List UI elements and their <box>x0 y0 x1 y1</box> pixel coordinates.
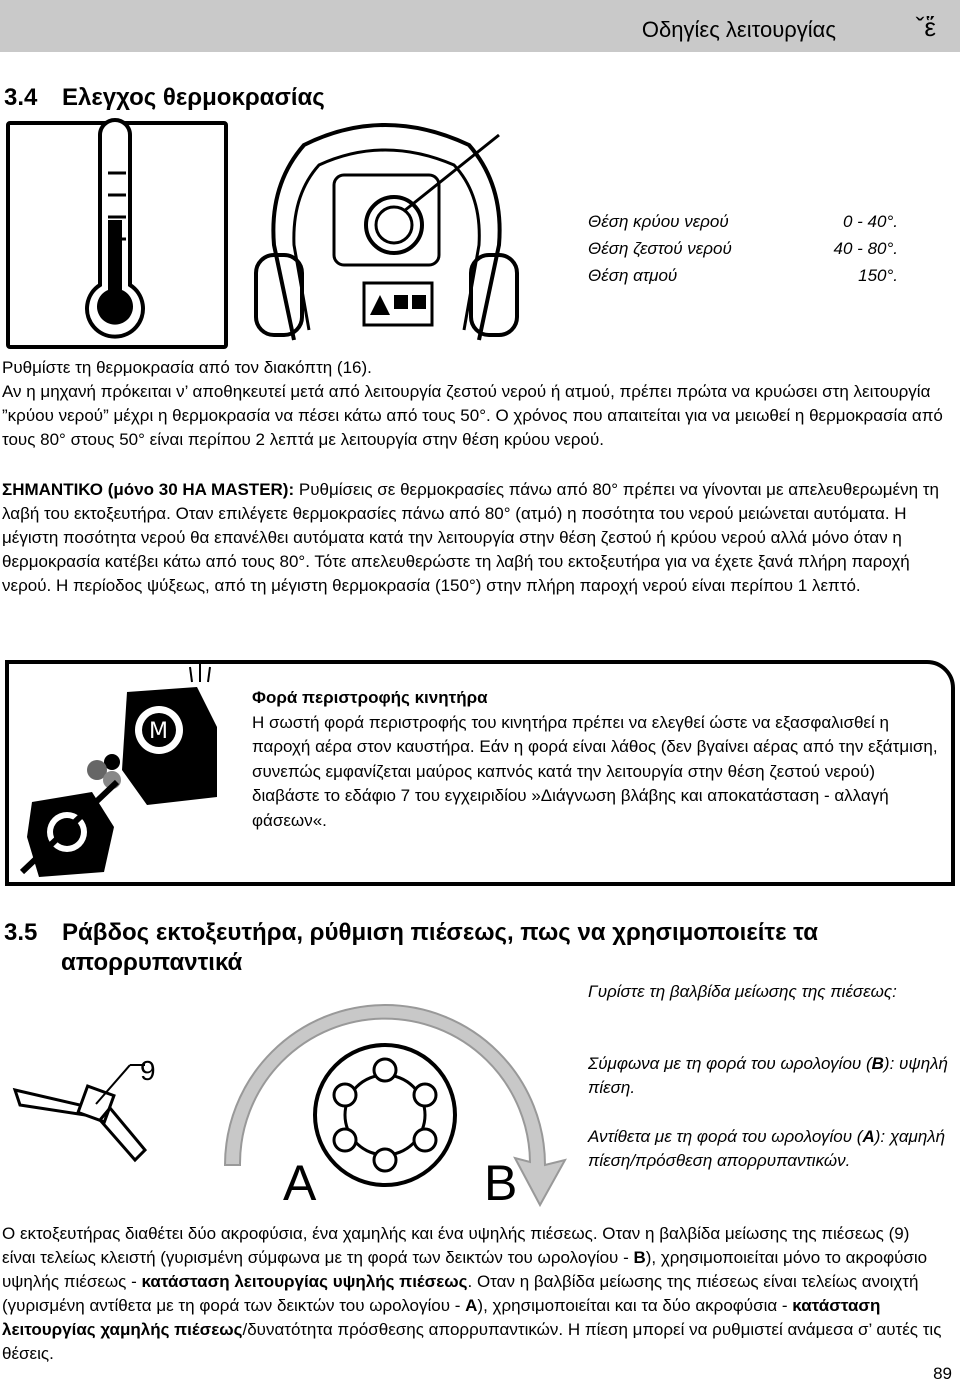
header-title: Οδηγίες λειτουργίας <box>641 17 836 42</box>
side-intro: Γυρίστε τη βαλβίδα μείωσης της πιέσεως: <box>588 982 897 1001</box>
rotation-body: Η σωστή φορά περιστροφής του κινητήρα πρέπει να ελεγθεί ώστε να εξασφαλισθεί η παροχή αέρα στον καυστήρα. Εάν η φορά είναι λάθος (δεν βγαίνει αέρας από την εξάτμιση, συνεπώς εμφανίζεται μαύρος καπνός κατά την λειτουργία στην θέση ζεστού νερού) διαβάστε το εδάφιο 7 του εγχειριδίου »Διάγνωση βλάβης και αποκατάσταση - αλλαγή φάσεων«. <box>252 712 938 830</box>
section-34-number: 3.4 <box>4 84 38 111</box>
section-35-title-1: Ράβδος εκτοξευτήρα, ρύθμιση πιέσεως, πως να χρησιμοποιείτε τα <box>62 919 818 946</box>
temp-row-steam: Θέση ατμού 150°. <box>588 266 898 285</box>
temperature-table <box>588 208 898 289</box>
section-35-heading <box>4 918 818 978</box>
important-text: Ρυθμίσεις σε θερμοκρασίες πάνω από 80° πρέπει να γίνονται με απελευθερωμένη τη λαβή του εκτοξευτήρα. Οταν επιλέγετε θερμοκρασίες πάνω από 80° (ατμό) η ποσότητα του νερού μειώνεται αυτόματα. Η μέγιστη ποσότητα νερού θα επανέλθει αυτόματα κατά την λειτουργία στην θέση ζεστού ή κρύου νερού αλλά μόνο όταν η θερμοκρασία κατέβει κάτω από τους 80°. Τότε απελευθερώστε τη λαβή του εκτοξευτήρα για να έχετε ξανά πλήρη παροχή νερού. Η περίοδος ψύξεως, από τη μέγιστη θερμοκρασία (150°) στην πλήρη παροχή νερού είναι περίπου 1 λεπτό. <box>2 480 939 595</box>
paragraph-cooling: Αν η μηχανή πρόκειται ν’ αποθηκευτεί μετά από λειτουργία ζεστού νερού ή ατμού, πρέπει πρώτα να κρυώσει στη λειτουργία ”κρύου νερού” μέχρι η θερμοκρασία να πέσει κάτω από τους 50°. Ο χρόνος που απαιτείται για να μειωθεί η θερμοκρασία από τους 80° στους 50° είναι περίπου 2 λεπτά με λειτουργία στην θέση κρύου νερού. <box>2 382 943 449</box>
thermometer-illustration <box>0 115 230 355</box>
section-34-heading <box>4 84 325 112</box>
machine-front-illustration <box>254 115 519 350</box>
paragraph-set-temperature: Ρυθμίστε τη θερμοκρασία από τον διακόπτη (16). <box>2 358 372 377</box>
side-clockwise: Σύμφωνα με τη φορά του ωρολογίου (B): υψηλή πίεση. <box>588 1054 948 1097</box>
callout-9: 9 <box>140 1055 156 1086</box>
section-34-title: Ελεγχος θερμοκρασίας <box>62 84 325 111</box>
page-header <box>0 0 960 52</box>
rotation-title: Φορά περιστροφής κινητήρα <box>252 688 488 707</box>
svg-text:M: M <box>149 719 168 744</box>
paragraph-important <box>2 478 957 598</box>
pressure-valve-illustration <box>0 1000 575 1215</box>
section-35-number: 3.5 <box>4 919 38 946</box>
motor-rotation-illustration <box>22 672 242 872</box>
header-mark: ˇἕ <box>915 12 936 42</box>
side-counterclockwise: Αντίθετα με τη φορά του ωρολογίου (A): χαμηλή πίεση/πρόσθεση απορρυπαντικών. <box>588 1127 946 1170</box>
section-35-title-2: απορρυπαντικά <box>61 949 243 976</box>
important-label: ΣΗΜΑΝΤΙΚΟ (μόνο 30 HA MASTER): <box>2 480 295 499</box>
rotation-text-block <box>252 686 942 833</box>
page-number: 89 <box>933 1364 952 1383</box>
label-b: B <box>484 1155 518 1211</box>
paragraph-nozzles: Ο εκτοξευτήρας διαθέτει δύο ακροφύσια, ένα χαμηλής και ένα υψηλής πιέσεως. Οταν η βαλβίδα μείωσης της πιέσεως (9) είναι τελείως κλειστή (γυρισμένη σύμφωνα με τη φορά των δεικτών του ωρολογίου - B), χρησιμοποιείται μόνο το ακροφύσιο υψηλής πιέσεως - κατάσταση λειτουργίας υψηλής πιέσεως. Οταν η βαλβίδα μείωσης της πιέσεως είναι τελείως ανοιχτή (γυρισμένη αντίθετα με τη φορά των δεικτών του ωρολογίου - A), χρησιμοποιείται και τα δύο ακροφύσια - κατάσταση λειτουργίας χαμηλής πιέσεως/δυνατότητα πρόσθεσης απορρυπαντικών. Η πίεση μπορεί να ρυθμιστεί ανάμεσα σ’ αυτές τις θέσεις. <box>2 1224 942 1363</box>
temp-row-hot: Θέση ζεστού νερού 40 - 80°. <box>588 239 898 258</box>
label-a: A <box>283 1155 317 1211</box>
temp-row-cold: Θέση κρύου νερού 0 - 40°. <box>588 212 898 231</box>
